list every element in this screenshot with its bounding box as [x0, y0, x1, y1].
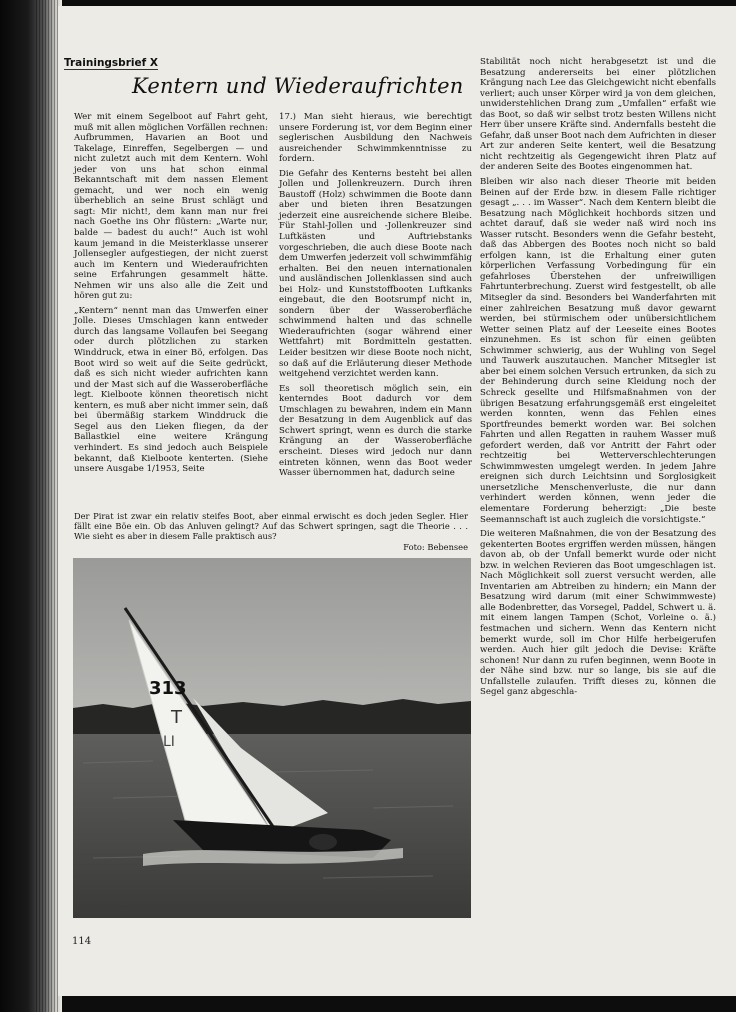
caption-text: Der Pirat ist zwar ein relativ steifes Boot, aber einmal erwischt es doch jeden Segler. Hier fällt eine Böe ein. Ob das Anluven gelingt? Auf das Schwert springen, sagt die Theorie . . . Wie sieht es aber in diesem Falle praktisch aus?: [74, 511, 468, 542]
col1-paragraph-1: Wer mit einem Segelboot auf Fahrt geht, muß mit allen möglichen Vorfällen rechnen: Aufbrummen, Havarien an Boot und Takelage, Einreffen, Segelbergen — und nicht zuletzt auch mit dem Kentern. Wohl jeder von uns hat schon einmal Bekanntschaft mit dem nassen Element gemacht, und wer noch ein wenig überheblich an seine Brust schlägt und sagt: Mir nicht!, dem kann man nur frei nach Goethe ins Ohr flüstern: „Warte nur, balde — badest du auch!“ Auch ist wohl kaum jemand in die Meisterklasse unserer Jollensegler aufgestiegen, der nicht zuerst auch im Kentern und Wiederaufrichten seine Erfahrungen gesammelt hätte. Nehmen wir uns also alle die Zeit und hören gut zu:: [74, 112, 268, 302]
col1-paragraph-2: „Kentern“ nennt man das Umwerfen einer Jolle. Dieses Umschlagen kann entweder durch das langsame Vollaufen bei Seegang oder durch plötzlichen zu starken Winddruck, etwa in einer Bö, erfolgen. Das Boot wird so weit auf die Seite gedrückt, daß es sich nicht wieder aufrichten kann und der Mast sich auf die Wasseroberfläche legt. Kielboote können theoretisch nicht kentern, es muß aber nicht immer sein, daß bei übermäßig starkem Winddruck die Segel aus den Lieken fliegen, da der Ballastkiel eine weitere Krängung verhindert. Es sind jedoch auch Beispiele bekannt, daß Kielboote kenterten. (Siehe unsere Ausgabe 1/1953, Seite: [74, 305, 268, 475]
series-label: Trainingsbrief X: [64, 57, 158, 69]
col2-paragraph-1: 17.) Man sieht hieraus, wie berechtigt unsere Forderung ist, vor dem Beginn einer seglerischen Ausbildung den Nachweis ausreichender Schwimmkenntnisse zu fordern.: [279, 112, 472, 165]
sailboat-photo: [73, 558, 471, 918]
sky: [73, 558, 471, 720]
col3-paragraph-1: Stabilität noch nicht herabgesetzt ist und die Besatzung andererseits bei einer plötzlichen Krängung nach Lee das Gleichgewicht nicht ebenfalls verliert; auch unser Körper wird ja von dem gleichen, unwiderstehlichen Drang zum „Umfallen“ erfaßt wie das Boot, so daß wir selbst trotz besten Willens nicht Herr über unsere Kräfte sind. Andernfalls besteht die Gefahr, daß unser Boot nach dem Aufrichten in dieser Art zur anderen Seite kentert, weil die Besatzung nicht rechtzeitig als Gegengewicht ihren Platz auf der anderen Seite des Bootes eingenommen hat.: [480, 57, 716, 173]
col2-paragraph-2: Die Gefahr des Kenterns besteht bei allen Jollen und Jollenkreuzern. Durch ihren Baustoff (Holz) schwimmen die Boote dann aber und bieten ihren Besatzungen jederzeit eine ausreichende sichere Bleibe. Für Stahl-Jollen und -Jollenkreuzer sind Luftkästen und Auftriebstanks vorgeschrieben, die auch diese Boote nach dem Umwerfen jederzeit voll schwimmfähig erhalten. Bei den neuen internationalen und ausländischen Jollenklassen sind auch bei Holz- und Kunststoffbooten Luftkanks eingebaut, die den Bootsrumpf nicht in, sondern über der Wasseroberfläche schwimmend halten und das schnelle Wiederaufrichten (sogar während einer Wettfahrt) mit Bordmitteln gestatten. Leider besitzen wir diese Boote noch nicht, so daß auf die Erläuterung dieser Methode weitgehend verzichtet werden kann.: [279, 168, 472, 380]
spine-page-edges: [36, 0, 58, 1012]
page-number: 114: [72, 936, 92, 947]
photo-credit: Foto: Bebensee: [403, 541, 468, 552]
photo-caption: [74, 511, 468, 552]
sailboat-photo-image: [73, 558, 471, 918]
article-title: Kentern und Wiederaufrichten: [132, 74, 464, 98]
book-spine: [0, 0, 62, 1012]
col3-paragraph-2: Bleiben wir also nach dieser Theorie mit beiden Beinen auf der Erde bzw. in diesem Falle richtiger gesagt „. . . im Wasser“. Nach dem Kentern bleibt die Besatzung nach Möglichkeit hochbords sitzen und achtet darauf, daß sie weder naß wird noch ins Wasser rutscht. Besonders wenn die Gefahr besteht, daß das Abbergen des Bootes noch nicht so bald erfolgen kann, ist die Erhaltung einer guten körperlichen Verfassung Vorbedingung für ein gefahrloses Überstehen der unfreiwilligen Fahrtunterbrechung. Zuerst wird festgestellt, ob alle Mitsegler da sind. Besonders bei Wanderfahrten mit einer zahlreichen Besatzung muß davor gewarnt werden, bei stürmischem oder unübersichtlichem Wetter seinen Platz auf der Leeseite eines Bootes einzunehmen. Es ist schon für einen geübten Schwimmer schwierig, aus der Wuhling von Segel und Tauwerk auszutauchen. Mancher Mitsegler ist aber bei einem solchen Versuch ertrunken, da sich zu der Behinderung durch seine Kleidung noch der Schreck gesellte und Hilfsmaßnahmen von der übrigen Besatzung erfahrungsgemäß erst eingeleitet werden konnten, wenn das Fehlen eines Sportfreundes bemerkt worden war. Bei solchen Fahrten und allen Regatten in rauhem Wasser muß gefordert werden, daß vor Antritt der Fahrt oder rechtzeitig bei Wetterverschlechterungen Schwimmwesten umgelegt werden. In jedem Jahre ereignen sich durch Leichtsinn und Sorglosigkeit unersetzliche Menschenverluste, die nur dann verhindert werden können, wenn jeder die elementare Forderung beherzigt: „Die beste Seemannschaft ist auch zugleich die vorsichtigste.“: [480, 177, 716, 525]
sail-mark-lower: LI: [163, 734, 175, 750]
col2-paragraph-3: Es soll theoretisch möglich sein, ein kenterndes Boot dadurch vor dem Umschlagen zu bewahren, indem ein Mann der Besatzung in dem Augenblick auf das Schwert springt, wenn es durch die starke Krängung an der Wasseroberfläche erscheint. Dieses wird jedoch nur dann eintreten können, wenn das Boot weder Wasser übernommen hat, dadurch seine: [279, 383, 472, 479]
text-column-3: [480, 57, 716, 702]
sail-mark: T: [171, 707, 182, 728]
sail-number: 313: [149, 678, 187, 699]
col3-paragraph-3: Die weiteren Maßnahmen, die von der Besatzung des gekenterten Bootes ergriffen werden müssen, hängen davon ab, ob der Unfall bemerkt wurde oder nicht bzw. in welchen Revieren das Boot umgeschlagen ist. Nach Möglichkeit soll zuerst versucht werden, alle Inventarien am Abtreiben zu hindern; ein Mann der Besatzung wird darum (mit einer Schwimmweste) alle Bodenbretter, das Vorsegel, Paddel, Schwert u. ä. mit einem langen Tampen (Schot, Vorleine o. ä.) festmachen und sichern. Wenn das Kentern nicht bemerkt wurde, soll im Chor Hilfe herbeigerufen werden. Auch hier gilt jedoch die Devise: Kräfte schonen! Nur dann zu rufen beginnen, wenn Boote in der Nähe sind bzw. nur so lange, bis sie auf die Unfallstelle zulaufen. Trifft dieses zu, können die Segel ganz abgeschla-: [480, 529, 716, 698]
text-column-2: [279, 112, 472, 483]
text-column-1: [74, 112, 268, 479]
crew: [309, 834, 337, 850]
